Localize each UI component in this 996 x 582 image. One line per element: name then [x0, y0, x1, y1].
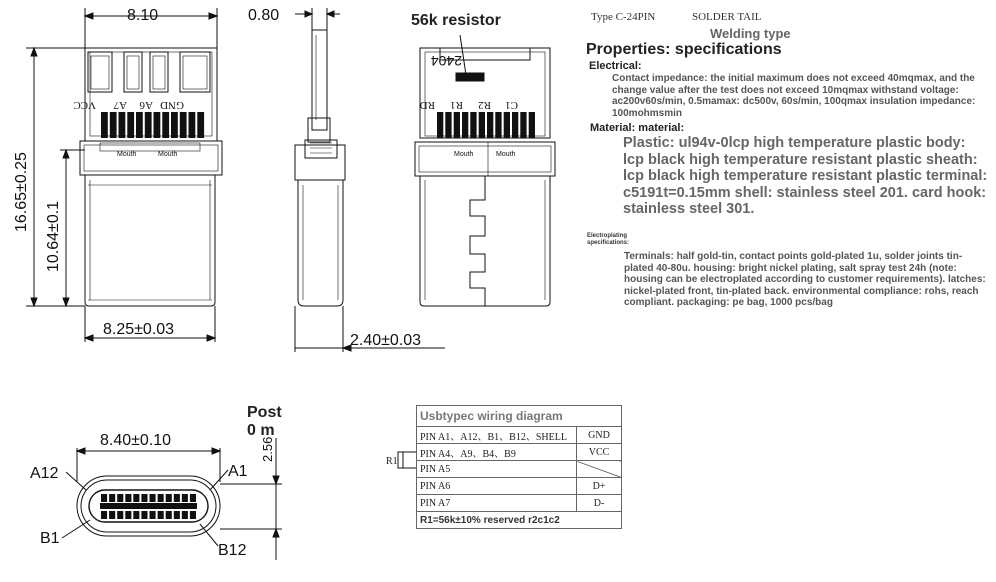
- contact-pin: [158, 511, 164, 519]
- v3-pin-rd: RD: [419, 99, 435, 111]
- contact-pin: [125, 511, 131, 519]
- r1-label: R1: [386, 456, 398, 467]
- solder-pin: [454, 112, 460, 138]
- solder-pin: [445, 112, 451, 138]
- wiring-table: [416, 405, 622, 529]
- contact-pin: [150, 494, 156, 502]
- v3-stamp-right: Mouth: [496, 151, 516, 158]
- front-pin-a12: A12: [30, 465, 59, 482]
- contact-pin: [133, 494, 139, 502]
- solder-pin: [162, 112, 169, 138]
- solder-pin: [520, 112, 526, 138]
- front-pin-a1: A1: [228, 463, 248, 480]
- solder-pin: [437, 112, 443, 138]
- contact-pin: [174, 511, 180, 519]
- v3-pin-c1: C1: [505, 99, 518, 111]
- v1-stamp-right: Mouth: [158, 151, 178, 158]
- post-label: Post 0 m: [247, 404, 282, 439]
- table-row: [417, 461, 622, 478]
- solder-pin: [462, 112, 468, 138]
- wiring-signal: D+: [577, 478, 622, 495]
- v3-pin-labels: [420, 99, 518, 111]
- solder-pin: [504, 112, 510, 138]
- contact-pin: [133, 511, 139, 519]
- solder-pin: [127, 112, 134, 138]
- material-heading: Material: material:: [590, 122, 685, 134]
- solder-pin: [101, 112, 108, 138]
- contact-pin: [117, 494, 123, 502]
- wiring-pin: PIN A5: [417, 461, 577, 478]
- solder-pin: [145, 112, 152, 138]
- solder-pin: [487, 112, 493, 138]
- wiring-pin: PIN A1、A12、B1、B12、SHELL: [417, 427, 577, 444]
- v1-bottom-width: 8.25±0.03: [103, 321, 175, 338]
- wiring-signal: VCC: [577, 444, 622, 461]
- spec-type: Type C-24PIN: [591, 11, 656, 23]
- wiring-signal-slash: [577, 461, 622, 478]
- v1-stamp-left: Mouth: [117, 151, 137, 158]
- v1-pin-gnd: GND: [160, 99, 184, 111]
- solder-pin: [495, 112, 501, 138]
- front-pin-b12: B12: [218, 542, 247, 559]
- contact-pin: [141, 494, 147, 502]
- solder-pin: [197, 112, 204, 138]
- wiring-signal: GND: [577, 427, 622, 444]
- contact-pin: [166, 511, 172, 519]
- contact-pin: [125, 494, 131, 502]
- electroplating-heading: Electroplating specifications:: [587, 233, 630, 246]
- v1-top-width: 8.10: [127, 7, 159, 24]
- solder-pin: [512, 112, 518, 138]
- v1-pin-a7: A7: [113, 99, 127, 111]
- table-row: [417, 427, 622, 444]
- contact-pin: [190, 511, 196, 519]
- wiring-signal: D-: [577, 495, 622, 512]
- contact-pin: [158, 494, 164, 502]
- table-row: [417, 478, 622, 495]
- contact-pin: [141, 511, 147, 519]
- material-text: Plastic: ul94v-0lcp high temperature plastic body: lcp black high temperature resistant plastic sheath: lcp black high temperature resistant plastic terminal: c5191t=0.15mm shell: stainless steel 201. card hook: stainless steel 301.: [623, 135, 988, 217]
- view1-outline: [26, 8, 222, 342]
- v3-code: 2404: [430, 53, 462, 69]
- front-width: 8.40±0.10: [100, 432, 172, 449]
- spec-title: Properties: specifications: [586, 41, 782, 58]
- r1-resistor-symbol: [398, 452, 416, 468]
- solder-pin: [529, 112, 535, 138]
- v3-pin-r1: R1: [450, 99, 463, 111]
- contact-pin: [182, 511, 188, 519]
- contact-pin: [117, 511, 123, 519]
- solder-pin: [479, 112, 485, 138]
- contact-pin: [166, 494, 172, 502]
- v1-pin-vcc: VCC: [73, 99, 96, 111]
- contact-pin: [150, 511, 156, 519]
- wiring-pin: PIN A4、A9、B4、B9: [417, 444, 577, 461]
- electrical-heading: Electrical:: [589, 60, 642, 72]
- electrical-text: Contact impedance: the initial maximum does not exceed 40mqmax, and the change value after the test does not exceed 10mqmax withstand voltage: ac200v60s/min, 0.5mamax: dc500v, 60s/min, 100qmax insulation impedance: 100mohmsmin: [612, 73, 976, 119]
- front-pin-b1: B1: [40, 530, 60, 547]
- wiring-title: Usbtypec wiring diagram: [417, 406, 622, 427]
- v2-thickness-bottom: 2.40±0.03: [350, 332, 422, 349]
- front-view-outline: [62, 438, 282, 560]
- v1-pin-a6: A6: [139, 99, 153, 111]
- solder-pin: [119, 112, 126, 138]
- v1-height-body: 10.64±0.1: [45, 200, 62, 272]
- v1-height-total: 16.65±0.25: [13, 152, 30, 232]
- wiring-footnote: R1=56k±10% reserved r2c1c2: [417, 512, 622, 529]
- solder-pin: [171, 112, 178, 138]
- contact-pin: [109, 511, 115, 519]
- solder-pin: [136, 112, 143, 138]
- spec-welding-type: Welding type: [710, 26, 791, 41]
- solder-pin: [470, 112, 476, 138]
- wiring-pin: PIN A7: [417, 495, 577, 512]
- spec-tail: SOLDER TAIL: [692, 11, 762, 23]
- solder-pin: [154, 112, 161, 138]
- v2-thickness-top: 0.80: [248, 7, 280, 24]
- contact-pin: [109, 494, 115, 502]
- contact-pin: [101, 494, 107, 502]
- view2-outline: [295, 8, 445, 352]
- electroplating-text: Terminals: half gold-tin, contact points gold-plated 1u, solder joints tin-plated 40-80u. housing: bright nickel plating, salt spray test 24h (note: housing can be electroplated according to customer requirements). latches: nickel-plated front, tin-plated back. environmental compliance: rohs, reach compliant. packaging: pe bag, 1000 pcs/bag: [624, 251, 986, 308]
- view3-outline: [415, 35, 555, 306]
- resistor-label: 56k resistor: [411, 12, 501, 29]
- table-row: [417, 444, 622, 461]
- contact-pin: [190, 494, 196, 502]
- v1-pin-labels: [73, 99, 184, 111]
- v3-pin-r2: R2: [478, 99, 491, 111]
- contact-pin: [101, 511, 107, 519]
- contact-pin: [174, 494, 180, 502]
- contact-pin: [182, 494, 188, 502]
- front-side-dim: 2.56: [260, 436, 275, 462]
- solder-pin: [180, 112, 187, 138]
- solder-pin: [110, 112, 117, 138]
- solder-pin: [189, 112, 196, 138]
- v3-stamp-left: Mouth: [454, 151, 474, 158]
- wiring-pin: PIN A6: [417, 478, 577, 495]
- table-row: [417, 495, 622, 512]
